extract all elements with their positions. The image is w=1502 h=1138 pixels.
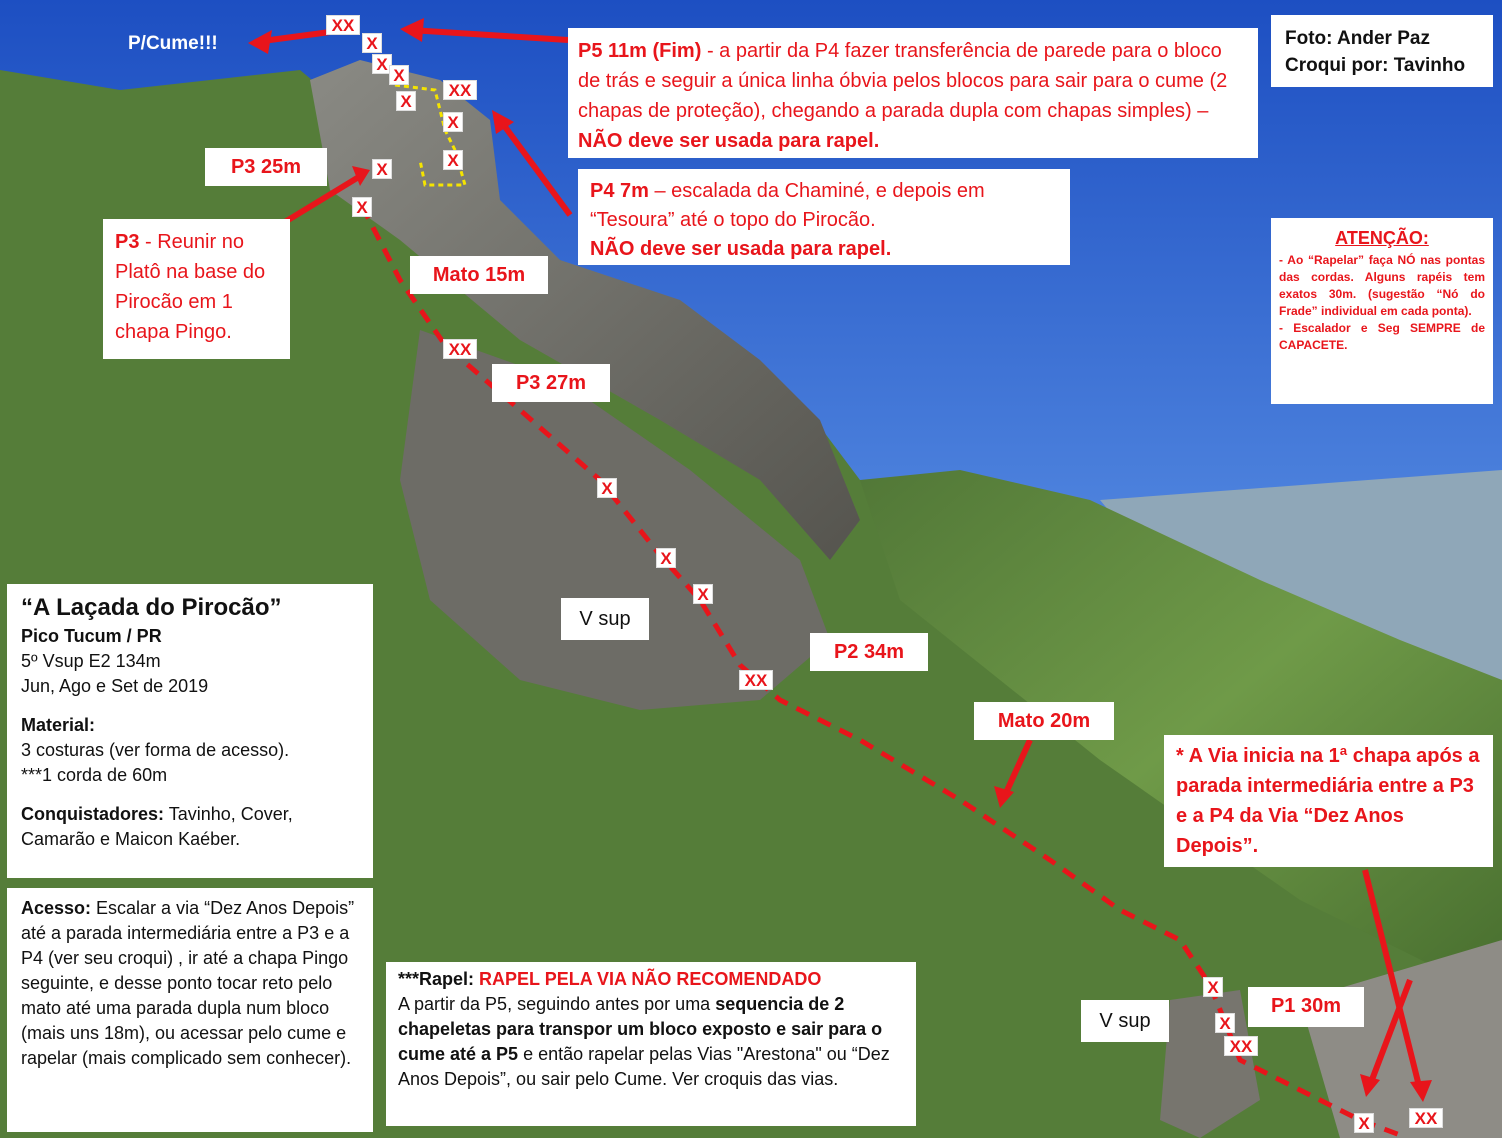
start-note-box — [1164, 735, 1493, 867]
start-note-text: * A Via inicia na 1ª chapa após a parada intermediária entre a P3 e a P4 da Via “Dez Anos Depois”. — [1176, 745, 1480, 857]
p5-title: P5 11m (Fim) — [578, 40, 702, 62]
bolt-single: X — [372, 159, 392, 179]
photo-credit: Foto: Ander Paz — [1285, 28, 1430, 49]
bolt-double: XX — [443, 80, 477, 100]
bolt-double: XX — [1224, 1036, 1258, 1056]
conquerors — [21, 802, 359, 852]
p4-description-box — [578, 169, 1070, 265]
p3-title: P3 — [115, 231, 140, 253]
access-title: Acesso: — [21, 898, 92, 918]
attention-line-1: - Ao “Rapelar” faça NÓ nas pontas das cordas. Alguns rapéis tem exatos 30m. (sugestão “Nó do Frade” individual em cada ponta). — [1279, 253, 1485, 318]
bolt-single: X — [443, 112, 463, 132]
credits-box — [1271, 15, 1493, 87]
label-p2-34m: P2 34m — [810, 633, 928, 671]
bolt-single: X — [443, 150, 463, 170]
bolt-single: X — [597, 478, 617, 498]
bolt-single: X — [693, 584, 713, 604]
material-title: Material: — [21, 715, 96, 735]
bolt-double: XX — [1409, 1108, 1443, 1128]
p5-description-box — [568, 28, 1258, 158]
route-location: Pico Tucum / PR — [21, 626, 162, 646]
rapel-bold: sequencia de 2 chapeletas para transpor um bloco exposto e sair para o cume até a P5 — [398, 994, 883, 1064]
bolt-single: X — [656, 548, 676, 568]
bolt-single: X — [389, 65, 409, 85]
bolt-single: X — [396, 91, 416, 111]
label-mato-20m: Mato 20m — [974, 702, 1114, 740]
p4-text: – escalada da Chaminé, e depois em “Tesoura” até o topo do Pirocão. — [590, 180, 985, 231]
summit-label: P/Cume!!! — [128, 33, 218, 54]
label-p1-30m: P1 30m — [1248, 987, 1364, 1027]
p5-warning: NÃO deve ser usada para rapel. — [578, 130, 880, 152]
label-p3-25m: P3 25m — [205, 148, 327, 186]
bolt-single: X — [362, 33, 382, 53]
rapel-text-1: A partir da P5, seguindo antes por uma — [398, 994, 716, 1014]
attention-line-2: - Escalador e Seg SEMPRE de CAPACETE. — [1279, 321, 1485, 352]
sketch-credit: Croqui por: Tavinho — [1285, 55, 1466, 76]
bolt-single: X — [1203, 977, 1223, 997]
bolt-double: XX — [739, 670, 773, 690]
material-line-1: 3 costuras (ver forma de acesso). — [21, 740, 290, 760]
route-date: Jun, Ago e Set de 2019 — [21, 676, 209, 696]
material-line-2: ***1 corda de 60m — [21, 765, 168, 785]
rapel-text-2: e então rapelar pelas Vias "Arestona" ou “Dez Anos Depois”, ou sair pelo Cume. Ver croquis das vias. — [398, 1044, 890, 1089]
p3-description-box — [103, 219, 290, 359]
bolt-double: XX — [443, 339, 477, 359]
label-p3-27m: P3 27m — [492, 364, 610, 402]
attention-title: ATENÇÃO: — [1335, 228, 1429, 248]
bolt-single: X — [1354, 1113, 1374, 1133]
access-text: Escalar a via “Dez Anos Depois” até a parada intermediária entre a P3 e a P4 (ver seu croqui) , ir até a chapa Pingo seguinte, e desse ponto tocar reto pelo mato até uma parada dupla num bloco (mais uns 18m), ou acessar pelo cume e rapelar (mais complicado sem conhecer). — [21, 898, 355, 1068]
rapel-prefix: ***Rapel: — [398, 969, 475, 989]
bolt-single: X — [372, 54, 392, 74]
access-box — [7, 888, 373, 1132]
p5-text: - a partir da P4 fazer transferência de parede para o bloco de trás e seguir a única linha óbvia pelos blocos para sair para o cume (2 chapas de proteção), chegando a parada dupla com chapas simples) – — [578, 40, 1228, 122]
conquerors-text: Tavinho, Cover, Camarão e Maicon Kaéber. — [21, 804, 293, 849]
bolt-single: X — [1215, 1013, 1235, 1033]
attention-box — [1271, 218, 1493, 404]
rapel-warning: RAPEL PELA VIA NÃO RECOMENDADO — [474, 969, 822, 989]
bolt-single: X — [352, 197, 372, 217]
p3-text: - Reunir no Platô na base do Pirocão em 1 chapa Pingo. — [115, 231, 266, 343]
label-vsup-1: V sup — [561, 598, 649, 640]
rapel-box — [386, 962, 916, 1126]
label-mato-15m: Mato 15m — [410, 256, 548, 294]
bolt-double: XX — [326, 15, 360, 35]
route-grade: 5º Vsup E2 134m — [21, 651, 161, 671]
route-title: “A Laçada do Pirocão” — [21, 594, 282, 621]
label-vsup-2: V sup — [1081, 1000, 1169, 1042]
p4-title: P4 7m — [590, 180, 649, 202]
p4-warning: NÃO deve ser usada para rapel. — [590, 238, 892, 260]
route-info-box — [7, 584, 373, 878]
conquerors-title: Conquistadores: — [21, 804, 165, 824]
